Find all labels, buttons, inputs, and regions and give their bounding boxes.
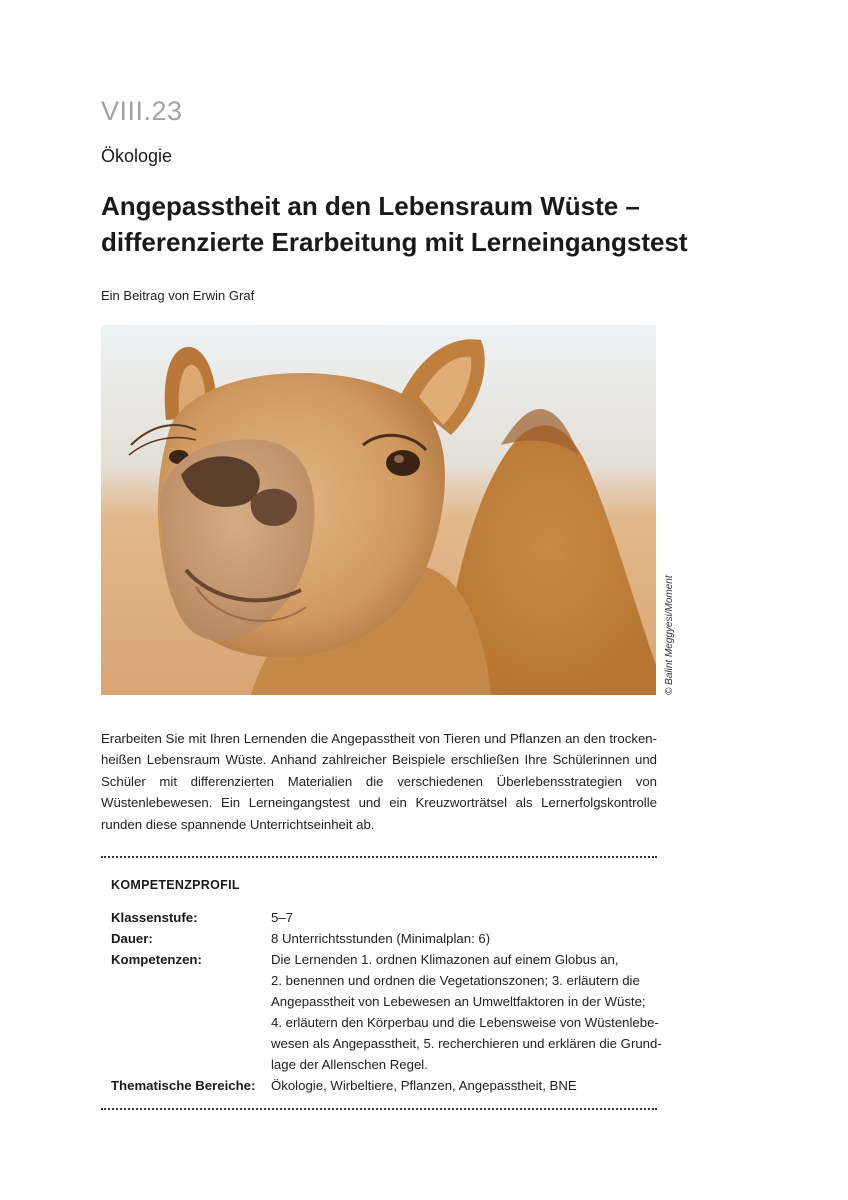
kompetenzen-line: Die Lernenden 1. ordnen Klimazonen auf einem Globus an, [271,952,619,967]
kompetenzen-line: 4. erläutern den Körperbau und die Lebensweise von Wüstenlebe- [271,1015,659,1030]
kompetenzen-label: Kompetenzen: [111,952,202,967]
klassenstufe-label: Klassenstufe: [111,910,198,925]
camel-photo [101,325,656,695]
dotted-divider-bottom [101,1108,657,1110]
page-title [101,188,701,260]
dotted-divider-top [101,856,657,858]
bereiche-label: Thematische Bereiche: [111,1078,256,1093]
kompetenzen-line: Angepasstheit von Lebewesen an Umweltfaktoren in der Wüste; [271,994,646,1009]
chapter-number: VIII.23 [101,96,183,126]
kompetenzen-line: wesen als Angepasstheit, 5. recherchieren und erklären die Grund- [271,1036,662,1051]
photo-credit: © Balint Meggyesi/Moment [664,575,675,695]
subject-label: Ökologie [101,146,173,166]
dauer-value: 8 Unterrichtsstunden (Minimalplan: 6) [271,931,491,946]
kompetenzen-line: lage der Allenschen Regel. [271,1057,428,1072]
bereiche-value: Ökologie, Wirbeltiere, Pflanzen, Angepasstheit, BNE [271,1078,577,1093]
title-line-1: Angepasstheit an den Lebensraum Wüste – [101,191,640,221]
title-line-2: differenzierte Erarbeitung mit Lerneingangstest [101,227,688,257]
profile-heading: KOMPETENZPROFIL [111,878,240,892]
kompetenzen-line: 2. benennen und ordnen die Vegetationszonen; 3. erläutern die [271,973,640,988]
author-byline: Ein Beitrag von Erwin Graf [101,288,255,303]
dauer-label: Dauer: [111,931,153,946]
klassenstufe-value: 5–7 [271,910,294,925]
intro-paragraph: Erarbeiten Sie mit Ihren Lernenden die Angepasstheit von Tieren und Pflanzen an den trocken-heißen Lebensraum Wüste. Anhand zahlreicher Beispiele erschließen Ihre Schülerinnen und Schüler mit differenzierten Materialien die verschiedenen Überlebensstrategien von Wüstenlebewesen. Ein Lerneingangstest und ein Kreuzworträtsel als Lernerfolgskontrolle runden diese spannende Unterrichtseinheit ab. [101,731,657,832]
kompetenzen-value [271,949,662,1075]
